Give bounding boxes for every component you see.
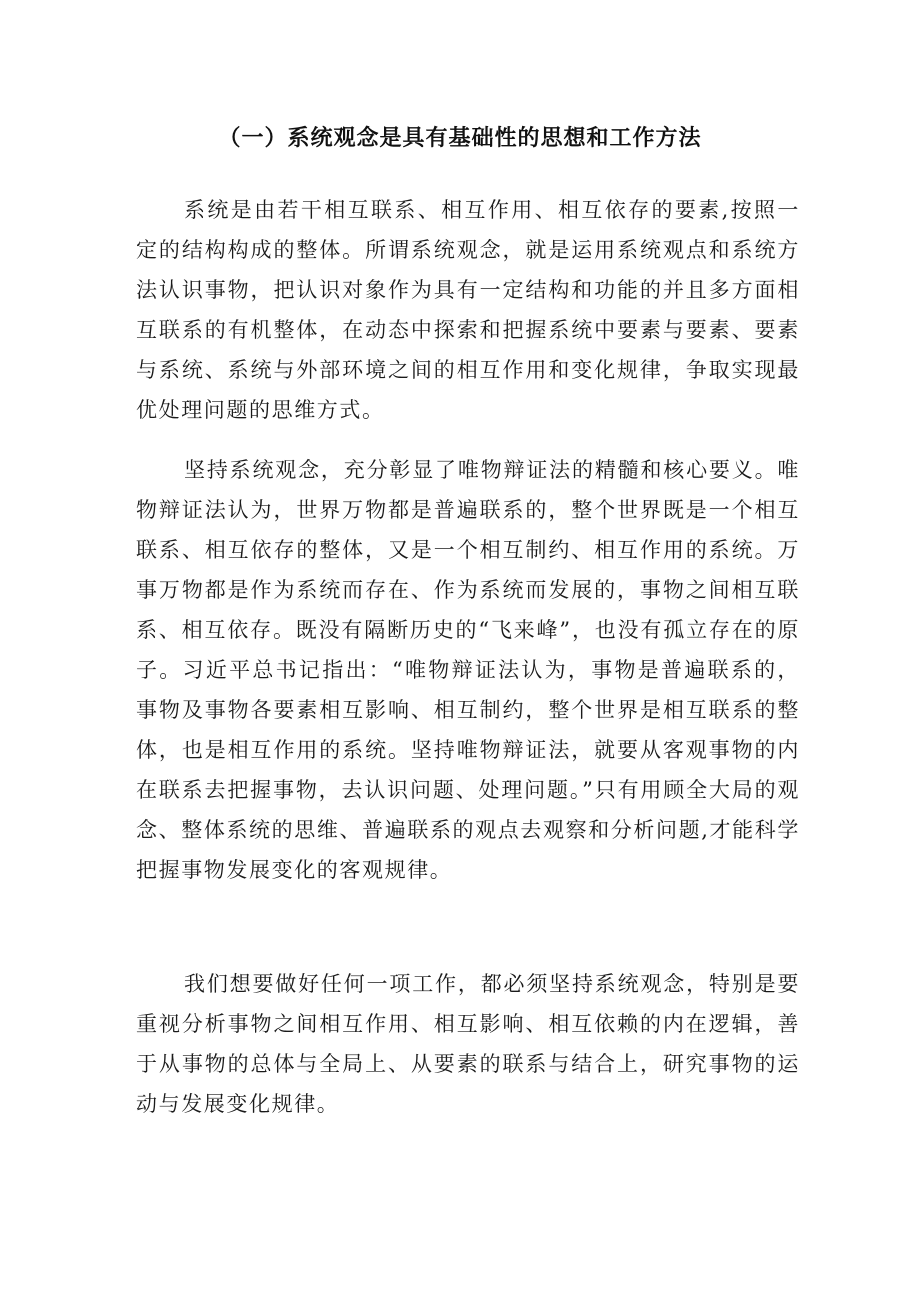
paragraph-practice: 我们想要做好任何一项工作，都必须坚持系统观念，特别是要重视分析事物之间相互作用、相互影响、相互依赖的内在逻辑，善于从事物的总体与全局上、从要素的联系与结合上，研究事物的运动与发展变化规律。 xyxy=(136,972,800,1116)
paragraph-system-definition: 系统是由若干相互联系、相互作用、相互依存的要素,按照一定的结构构成的整体。所谓系统观念，就是运用系统观点和系统方法认识事物，把认识对象作为具有一定结构和功能的并且多方面相互联系的有机整体，在动态中探索和把握系统中要素与要素、要素与系统、系统与外部环境之间的相互作用和变化规律，争取实现最优处理问题的思维方式。 xyxy=(136,198,800,422)
paragraph-dialectics: 坚持系统观念，充分彰显了唯物辩证法的精髓和核心要义。唯物辩证法认为，世界万物都是普遍联系的，整个世界既是一个相互联系、相互依存的整体，又是一个相互制约、相互作用的系统。万事万物都是作为系统而存在、作为系统而发展的，事物之间相互联系、相互依存。既没有隔断历史的“飞来峰”，也没有孤立存在的原子。习近平总书记指出：“唯物辩证法认为，事物是普遍联系的，事物及事物各要素相互影响、相互制约，整个世界是相互联系的整体，也是相互作用的系统。坚持唯物辩证法，就要从客观事物的内在联系去把握事物，去认识问题、处理问题。”只有用顾全大局的观念、整体系统的思维、普遍联系的观点去观察和分析问题,才能科学把握事物发展变化的客观规律。 xyxy=(136,458,801,882)
section-heading: （一）系统观念是具有基础性的思想和工作方法 xyxy=(218,125,702,151)
